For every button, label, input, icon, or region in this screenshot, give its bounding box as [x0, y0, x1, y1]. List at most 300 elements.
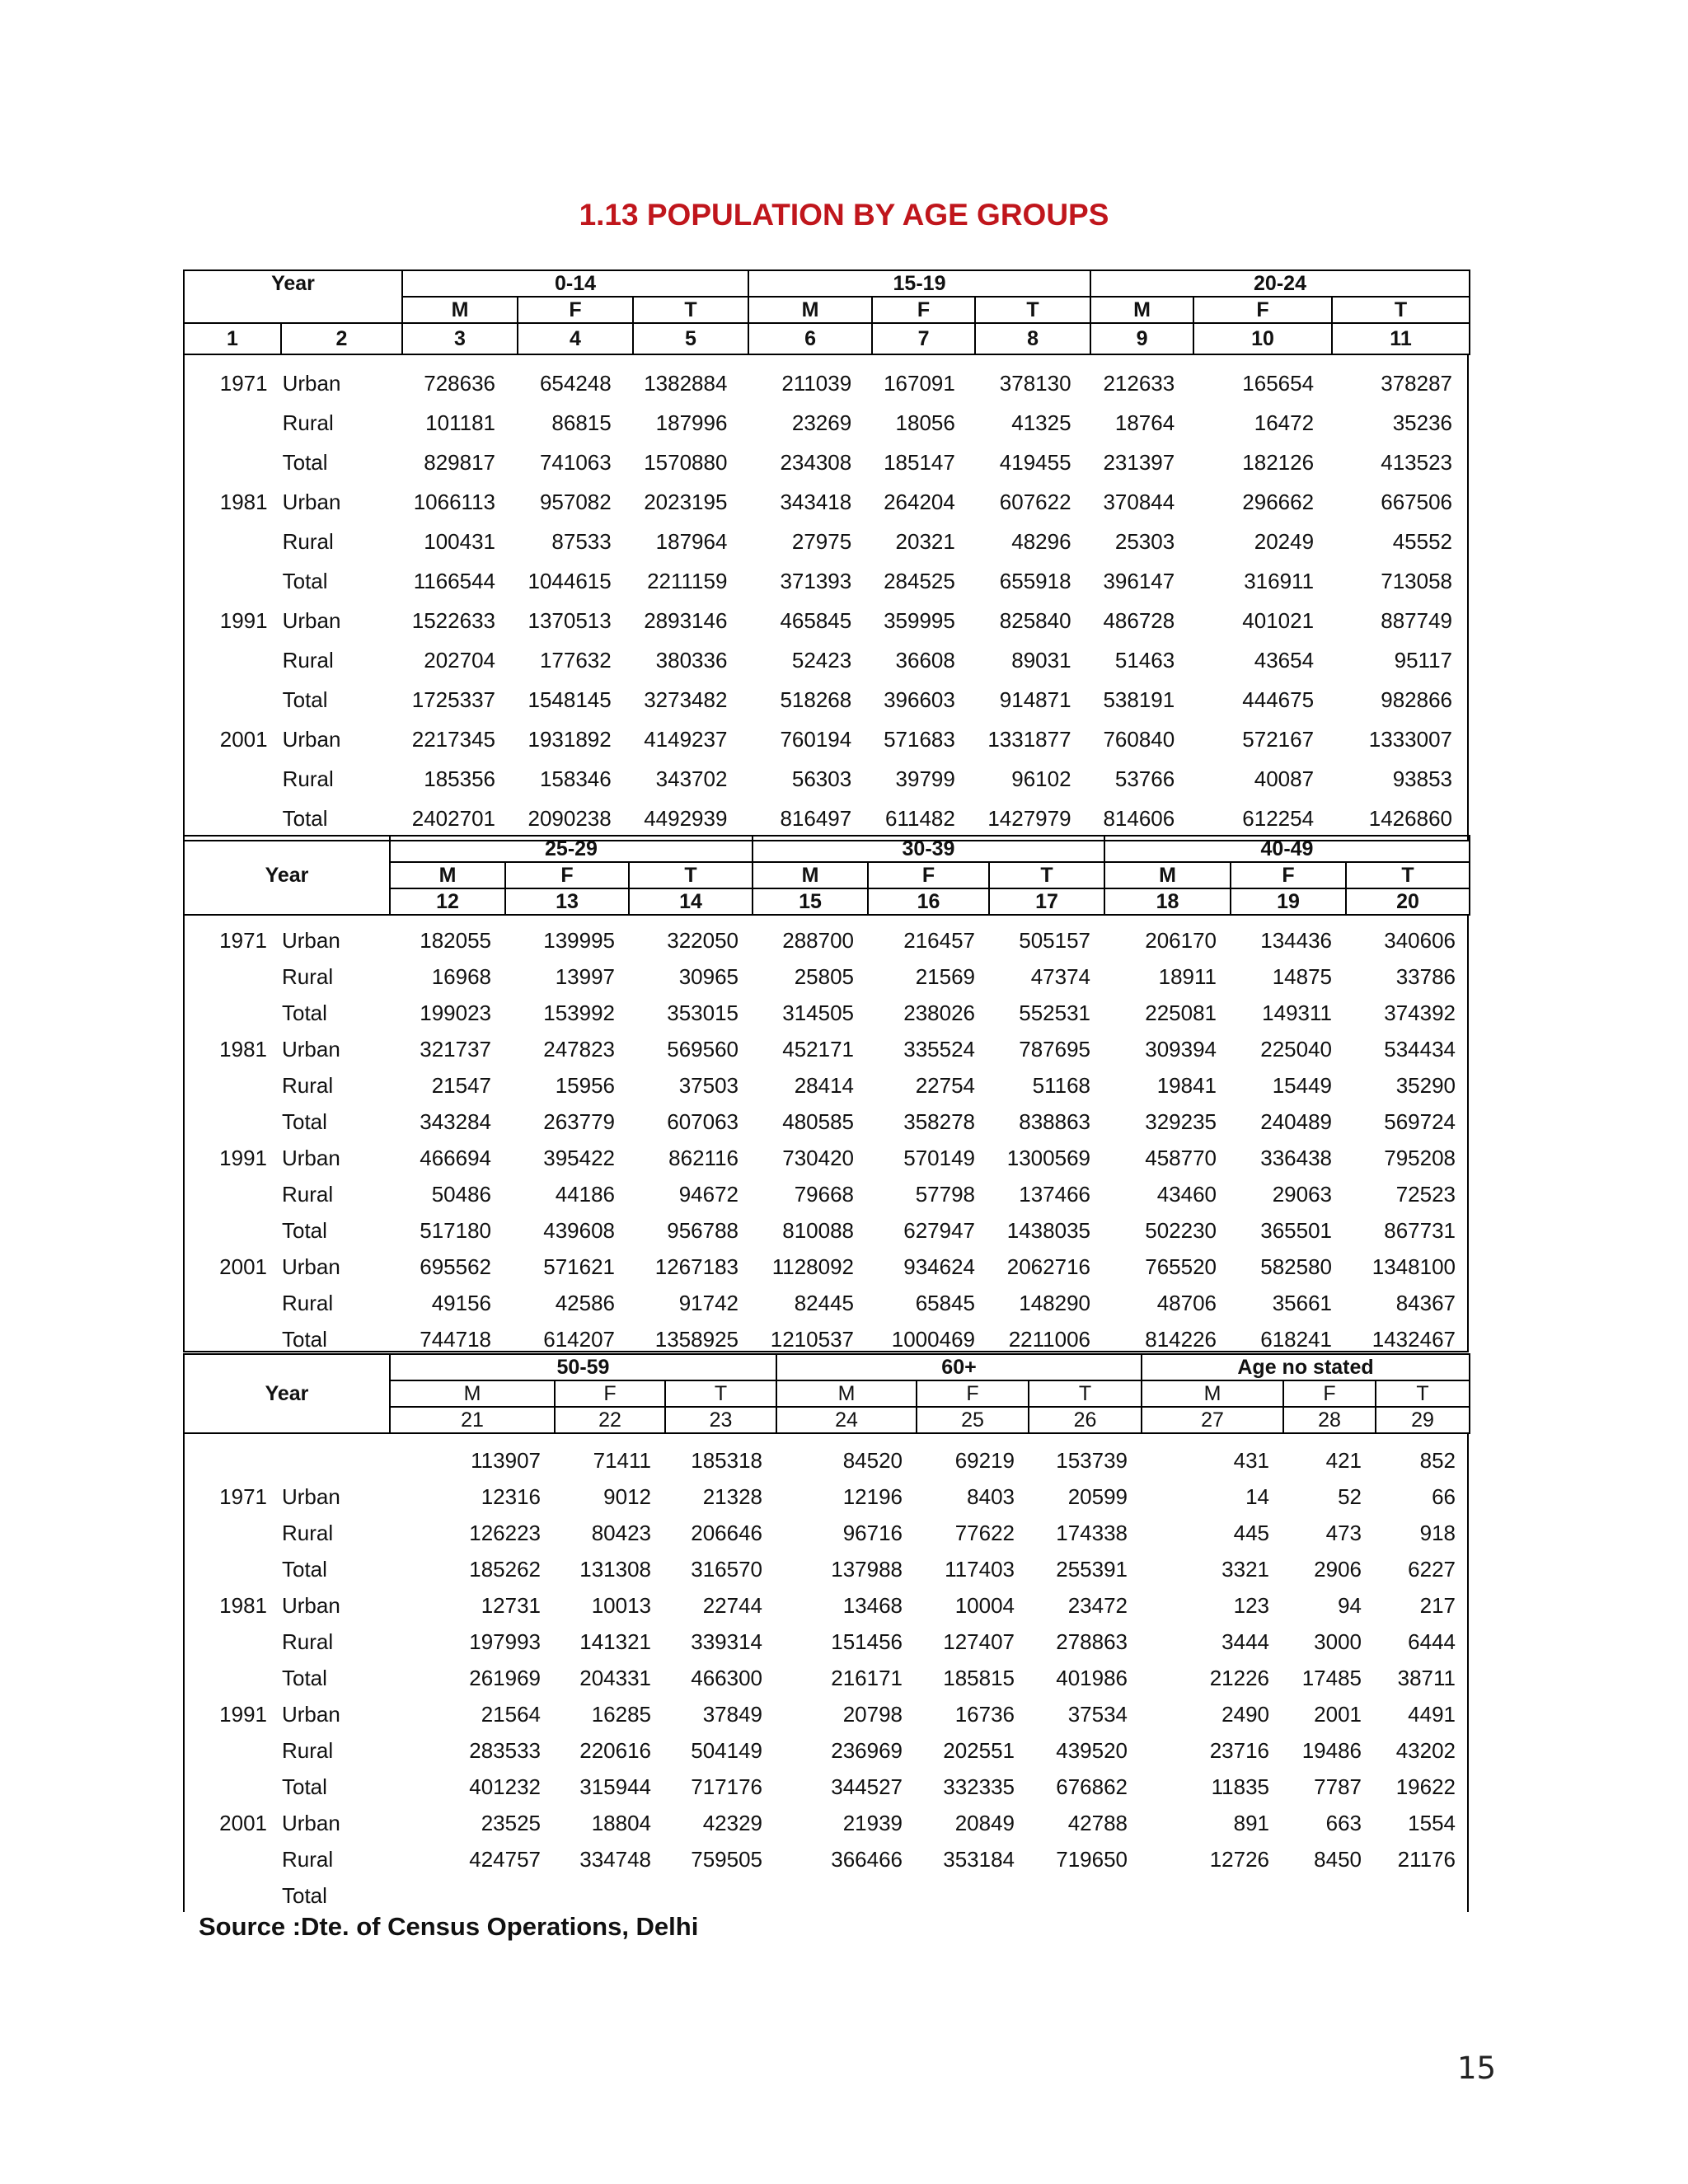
value-cell: 149311 [1262, 1000, 1332, 1025]
table-row [185, 1249, 1470, 1285]
column-number: 3 [402, 323, 518, 354]
area-cell: Urban [282, 1036, 340, 1062]
column-number: 1 [184, 323, 281, 354]
value-cell: 1267183 [654, 1254, 738, 1279]
table-row [185, 1104, 1470, 1140]
value-cell: 918 [1419, 1520, 1456, 1545]
value-cell: 380336 [655, 647, 728, 673]
value-cell: 395422 [543, 1145, 615, 1170]
value-cell: 1044615 [528, 568, 612, 593]
value-cell: 14875 [1272, 963, 1332, 989]
value-cell: 52423 [791, 647, 852, 673]
value-cell: 667506 [1381, 489, 1452, 514]
table-row [185, 1805, 1470, 1841]
value-cell: 760194 [780, 726, 852, 752]
year-cell [185, 1104, 282, 1140]
value-cell: 44186 [555, 1181, 615, 1207]
group-header: 40-49 [1104, 836, 1470, 862]
value-cell: 569560 [667, 1036, 738, 1062]
value-cell: 21547 [431, 1072, 491, 1098]
year-cell: 1991 [219, 1701, 267, 1727]
value-cell: 2090238 [528, 805, 612, 831]
value-cell: 153992 [543, 1000, 615, 1025]
value-cell: 216171 [831, 1665, 903, 1690]
value-cell: 113907 [471, 1447, 541, 1473]
year-cell: 2001 [219, 1254, 267, 1279]
value-cell: 238026 [903, 1000, 975, 1025]
value-cell: 30965 [678, 963, 738, 989]
value-cell: 284525 [884, 568, 955, 593]
table-row [185, 680, 1467, 719]
value-cell: 216457 [903, 927, 975, 953]
year-cell [185, 561, 283, 601]
year-cell [185, 1624, 282, 1660]
column-number: 8 [975, 323, 1090, 354]
value-cell: 9012 [603, 1483, 651, 1509]
value-cell: 13468 [842, 1592, 903, 1618]
value-cell: 18764 [1114, 410, 1175, 435]
value-cell: 79668 [794, 1181, 854, 1207]
area-cell: Urban [282, 927, 340, 953]
value-cell: 4149237 [644, 726, 728, 752]
value-cell: 518268 [780, 687, 852, 712]
value-cell: 309394 [1145, 1036, 1217, 1062]
value-cell: 1931892 [528, 726, 612, 752]
area-cell: Urban [282, 607, 341, 633]
value-cell: 23472 [1067, 1592, 1128, 1618]
value-cell [917, 1877, 1029, 1914]
value-cell: 1000469 [891, 1326, 975, 1352]
value-cell: 517180 [420, 1217, 491, 1243]
value-cell: 204331 [579, 1665, 651, 1690]
value-cell: 810088 [782, 1217, 854, 1243]
value-cell: 123 [1233, 1592, 1269, 1618]
value-cell: 717176 [691, 1774, 762, 1799]
value-cell [556, 1877, 666, 1914]
value-cell: 16736 [954, 1701, 1015, 1727]
area-cell: Total [282, 1665, 327, 1690]
group-header: Age no stated [1142, 1354, 1470, 1380]
value-cell: 378287 [1381, 370, 1452, 396]
table-row [185, 1285, 1470, 1321]
value-cell: 17485 [1301, 1665, 1362, 1690]
area-cell: Rural [282, 1737, 334, 1763]
value-cell: 316570 [691, 1556, 762, 1582]
value-cell: 838863 [1019, 1108, 1090, 1134]
value-cell: 41325 [1011, 410, 1071, 435]
column-number: 27 [1142, 1407, 1283, 1433]
area-cell: Urban [282, 1810, 340, 1835]
value-cell: 6444 [1408, 1629, 1456, 1654]
table-row [185, 1877, 1470, 1914]
value-cell: 48706 [1156, 1290, 1217, 1315]
value-cell: 829817 [424, 449, 495, 475]
value-cell: 50486 [431, 1181, 491, 1207]
value-cell: 852 [1419, 1447, 1456, 1473]
value-cell: 96716 [842, 1520, 903, 1545]
value-cell: 47374 [1030, 963, 1090, 989]
year-cell [185, 1877, 282, 1914]
value-cell: 225040 [1260, 1036, 1332, 1062]
value-cell: 473 [1325, 1520, 1362, 1545]
value-cell: 465845 [780, 607, 852, 633]
value-cell: 127407 [943, 1629, 1015, 1654]
value-cell: 21176 [1397, 1846, 1456, 1872]
column-number: 18 [1104, 888, 1231, 915]
value-cell: 185356 [424, 766, 495, 791]
year-cell [185, 1321, 282, 1357]
column-number: 17 [989, 888, 1104, 915]
sub-header: T [1376, 1380, 1470, 1407]
year-cell [185, 958, 282, 995]
area-cell: Rural [282, 410, 334, 435]
value-cell: 10004 [954, 1592, 1015, 1618]
year-cell: 1971 [219, 370, 268, 396]
value-cell: 139995 [543, 927, 615, 953]
value-cell: 185318 [691, 1447, 762, 1473]
value-cell: 760840 [1103, 726, 1175, 752]
value-cell: 353015 [667, 1000, 738, 1025]
table-row [185, 1212, 1470, 1249]
value-cell: 95117 [1394, 647, 1452, 673]
area-cell: Total [282, 687, 328, 712]
value-cell: 335524 [903, 1036, 975, 1062]
value-cell [391, 1877, 556, 1914]
value-cell: 37503 [678, 1072, 738, 1098]
value-cell: 676862 [1056, 1774, 1128, 1799]
section-1-header [183, 269, 1470, 355]
source-note: Source :Dte. of Census Operations, Delhi [199, 1912, 699, 1941]
value-cell: 1522633 [411, 607, 495, 633]
value-cell: 101181 [425, 410, 495, 435]
value-cell: 2906 [1314, 1556, 1362, 1582]
value-cell: 582580 [1260, 1254, 1332, 1279]
value-cell: 1370513 [528, 607, 612, 633]
value-cell [666, 1877, 777, 1914]
value-cell: 571621 [543, 1254, 615, 1279]
column-number: 16 [868, 888, 989, 915]
column-number: 15 [753, 888, 868, 915]
sub-header: T [1346, 862, 1470, 888]
value-cell [1284, 1877, 1376, 1914]
value-cell: 52 [1338, 1483, 1362, 1509]
value-cell: 21564 [481, 1701, 541, 1727]
year-cell [185, 640, 283, 680]
value-cell: 217 [1419, 1592, 1456, 1618]
value-cell: 19622 [1395, 1774, 1456, 1799]
value-cell: 914871 [999, 687, 1071, 712]
value-cell: 151456 [831, 1629, 903, 1654]
table-row [185, 958, 1470, 995]
value-cell: 3444 [1221, 1629, 1269, 1654]
value-cell: 1554 [1408, 1810, 1456, 1835]
area-cell: Rural [282, 1072, 334, 1098]
value-cell: 167091 [884, 370, 955, 396]
year-header: Year [184, 270, 402, 323]
column-number: 10 [1193, 323, 1332, 354]
value-cell [1376, 1877, 1470, 1914]
value-cell: 19486 [1301, 1737, 1362, 1763]
area-cell: Rural [282, 1629, 334, 1654]
value-cell: 197993 [469, 1629, 541, 1654]
value-cell: 263779 [543, 1108, 615, 1134]
value-cell: 35236 [1392, 410, 1452, 435]
value-cell: 87533 [551, 528, 612, 554]
year-cell [185, 680, 283, 719]
value-cell: 100431 [424, 528, 495, 554]
value-cell: 18056 [895, 410, 955, 435]
column-number: 12 [390, 888, 505, 915]
value-cell: 29063 [1272, 1181, 1332, 1207]
table-row [185, 1442, 1470, 1479]
value-cell: 401986 [1056, 1665, 1128, 1690]
value-cell: 4492939 [644, 805, 728, 831]
area-cell: Total [282, 1326, 327, 1352]
value-cell: 505157 [1019, 927, 1090, 953]
section-3-data [185, 1442, 1470, 1914]
value-cell: 321737 [420, 1036, 491, 1062]
value-cell: 35661 [1272, 1290, 1332, 1315]
value-cell [1029, 1877, 1142, 1914]
year-cell [185, 522, 283, 561]
value-cell: 1166544 [413, 568, 495, 593]
value-cell: 366466 [831, 1846, 903, 1872]
table-row [185, 561, 1467, 601]
area-cell: Total [282, 1000, 327, 1025]
value-cell: 240489 [1260, 1108, 1332, 1134]
sub-header: F [868, 862, 989, 888]
value-cell: 69219 [954, 1447, 1015, 1473]
value-cell: 445 [1233, 1520, 1269, 1545]
value-cell: 72523 [1395, 1181, 1456, 1207]
column-number: 21 [390, 1407, 555, 1433]
group-header: 60+ [776, 1354, 1142, 1380]
sub-header: F [1283, 1380, 1376, 1407]
value-cell: 12316 [481, 1483, 541, 1509]
value-cell: 2001 [1314, 1701, 1362, 1727]
value-cell: 759505 [691, 1846, 762, 1872]
value-cell [777, 1877, 917, 1914]
column-number: 6 [748, 323, 872, 354]
value-cell: 654248 [539, 370, 612, 396]
value-cell: 18804 [591, 1810, 651, 1835]
year-cell: 1971 [219, 927, 267, 953]
value-cell: 212633 [1103, 370, 1175, 396]
table-row [185, 443, 1467, 482]
value-cell: 199023 [420, 1000, 491, 1025]
value-cell: 165654 [1242, 370, 1315, 396]
table-row [185, 1624, 1470, 1660]
value-cell: 569724 [1384, 1108, 1456, 1134]
value-cell: 502230 [1145, 1217, 1217, 1243]
area-cell: Urban [282, 1254, 340, 1279]
sub-header: M [1142, 1380, 1283, 1407]
value-cell: 1570880 [644, 449, 728, 475]
value-cell: 957082 [539, 489, 612, 514]
value-cell: 4491 [1408, 1701, 1456, 1727]
value-cell: 343284 [420, 1108, 491, 1134]
value-cell: 1128092 [771, 1254, 854, 1279]
value-cell: 439520 [1056, 1737, 1128, 1763]
value-cell: 20599 [1067, 1483, 1128, 1509]
year-cell [185, 1515, 282, 1551]
value-cell: 20249 [1254, 528, 1315, 554]
table-row [185, 1587, 1470, 1624]
value-cell: 424757 [469, 1846, 541, 1872]
sub-header: M [402, 297, 518, 323]
column-number: 19 [1231, 888, 1346, 915]
value-cell: 3000 [1314, 1629, 1362, 1654]
value-cell: 21939 [842, 1810, 903, 1835]
year-cell: 1981 [219, 1036, 267, 1062]
value-cell: 572167 [1242, 726, 1315, 752]
group-header: 0-14 [402, 270, 748, 297]
area-cell: Total [282, 1217, 327, 1243]
sub-header: M [748, 297, 872, 323]
value-cell: 343418 [780, 489, 852, 514]
value-cell: 96102 [1011, 766, 1071, 791]
sub-header: M [1090, 297, 1193, 323]
column-number: 25 [917, 1407, 1029, 1433]
year-cell [185, 1176, 282, 1212]
value-cell: 607063 [667, 1108, 738, 1134]
section-2-data [185, 922, 1470, 1357]
value-cell: 80423 [591, 1520, 651, 1545]
table-row [185, 1551, 1470, 1587]
table-row [185, 1515, 1470, 1551]
year-header: Year [184, 836, 390, 915]
value-cell: 2402701 [411, 805, 495, 831]
value-cell: 206170 [1145, 927, 1217, 953]
value-cell: 795208 [1384, 1145, 1456, 1170]
value-cell: 458770 [1145, 1145, 1217, 1170]
value-cell: 185815 [943, 1665, 1015, 1690]
year-cell: 1981 [219, 1592, 267, 1618]
value-cell: 27975 [791, 528, 852, 554]
area-cell: Rural [282, 647, 334, 673]
area-cell: Urban [282, 1145, 340, 1170]
value-cell: 77622 [954, 1520, 1015, 1545]
value-cell: 16285 [591, 1701, 651, 1727]
value-cell: 21226 [1209, 1665, 1269, 1690]
value-cell: 1300569 [1006, 1145, 1090, 1170]
value-cell: 1432467 [1372, 1326, 1456, 1352]
section-3-header [183, 1353, 1470, 1434]
value-cell: 33786 [1395, 963, 1456, 989]
value-cell: 22744 [702, 1592, 762, 1618]
year-cell [185, 1769, 282, 1805]
value-cell: 234308 [780, 449, 852, 475]
value-cell: 1333007 [1368, 726, 1452, 752]
value-cell: 353184 [943, 1846, 1015, 1872]
value-cell: 486728 [1103, 607, 1175, 633]
value-cell: 614207 [543, 1326, 615, 1352]
value-cell: 982866 [1381, 687, 1452, 712]
value-cell: 134436 [1260, 927, 1332, 953]
column-number: 14 [629, 888, 753, 915]
value-cell: 117403 [945, 1556, 1015, 1582]
value-cell: 1427979 [987, 805, 1071, 831]
value-cell: 504149 [691, 1737, 762, 1763]
value-cell: 343702 [655, 766, 728, 791]
group-header: 30-39 [753, 836, 1104, 862]
value-cell: 1426860 [1368, 805, 1452, 831]
value-cell: 84367 [1395, 1290, 1456, 1315]
group-header: 50-59 [390, 1354, 776, 1380]
value-cell: 1210537 [770, 1326, 854, 1352]
value-cell: 887749 [1381, 607, 1452, 633]
value-cell: 371393 [780, 568, 852, 593]
sub-header: M [1104, 862, 1231, 888]
value-cell: 25805 [794, 963, 854, 989]
value-cell: 396147 [1103, 568, 1175, 593]
column-number: 22 [555, 1407, 665, 1433]
year-cell [185, 1732, 282, 1769]
value-cell: 182126 [1242, 449, 1315, 475]
column-number: 7 [872, 323, 975, 354]
value-cell: 431 [1233, 1447, 1269, 1473]
area-cell: Rural [282, 1290, 334, 1315]
value-cell: 655918 [999, 568, 1071, 593]
value-cell: 314505 [782, 1000, 854, 1025]
value-cell: 38711 [1397, 1665, 1456, 1690]
year-cell [185, 799, 283, 838]
column-number: 24 [776, 1407, 917, 1433]
sub-header: F [505, 862, 629, 888]
value-cell: 359995 [884, 607, 955, 633]
table-row [185, 363, 1467, 403]
area-cell: Rural [282, 963, 334, 989]
table-row [185, 995, 1470, 1031]
area-cell: Urban [282, 1592, 340, 1618]
age-table-section-2 [183, 835, 1469, 1352]
table-row [185, 1696, 1470, 1732]
table-row [185, 759, 1467, 799]
value-cell: 126223 [469, 1520, 541, 1545]
value-cell: 358278 [903, 1108, 975, 1134]
table-row [185, 1479, 1470, 1515]
value-cell: 744718 [420, 1326, 491, 1352]
sub-header: F [518, 297, 633, 323]
sub-header: M [753, 862, 868, 888]
year-cell [185, 1285, 282, 1321]
table-row [185, 1841, 1470, 1877]
area-cell: Urban [282, 370, 341, 396]
area-cell: Urban [282, 1701, 340, 1727]
value-cell: 39799 [895, 766, 955, 791]
value-cell: 1331877 [987, 726, 1071, 752]
value-cell: 1382884 [644, 370, 728, 396]
value-cell: 934624 [903, 1254, 975, 1279]
value-cell: 206646 [691, 1520, 762, 1545]
value-cell: 94672 [678, 1181, 738, 1207]
value-cell: 16968 [431, 963, 491, 989]
value-cell: 787695 [1019, 1036, 1090, 1062]
value-cell: 571683 [884, 726, 955, 752]
value-cell: 7787 [1314, 1774, 1362, 1799]
table-row [185, 1660, 1470, 1696]
area-cell: Total [282, 568, 328, 593]
value-cell: 2062716 [1006, 1254, 1090, 1279]
value-cell: 3273482 [644, 687, 728, 712]
value-cell: 174338 [1056, 1520, 1128, 1545]
value-cell: 12731 [481, 1592, 541, 1618]
sub-header: M [776, 1380, 917, 1407]
sub-header: F [917, 1380, 1029, 1407]
value-cell: 2023195 [644, 489, 728, 514]
year-cell: 1981 [219, 489, 268, 514]
value-cell: 91742 [678, 1290, 738, 1315]
